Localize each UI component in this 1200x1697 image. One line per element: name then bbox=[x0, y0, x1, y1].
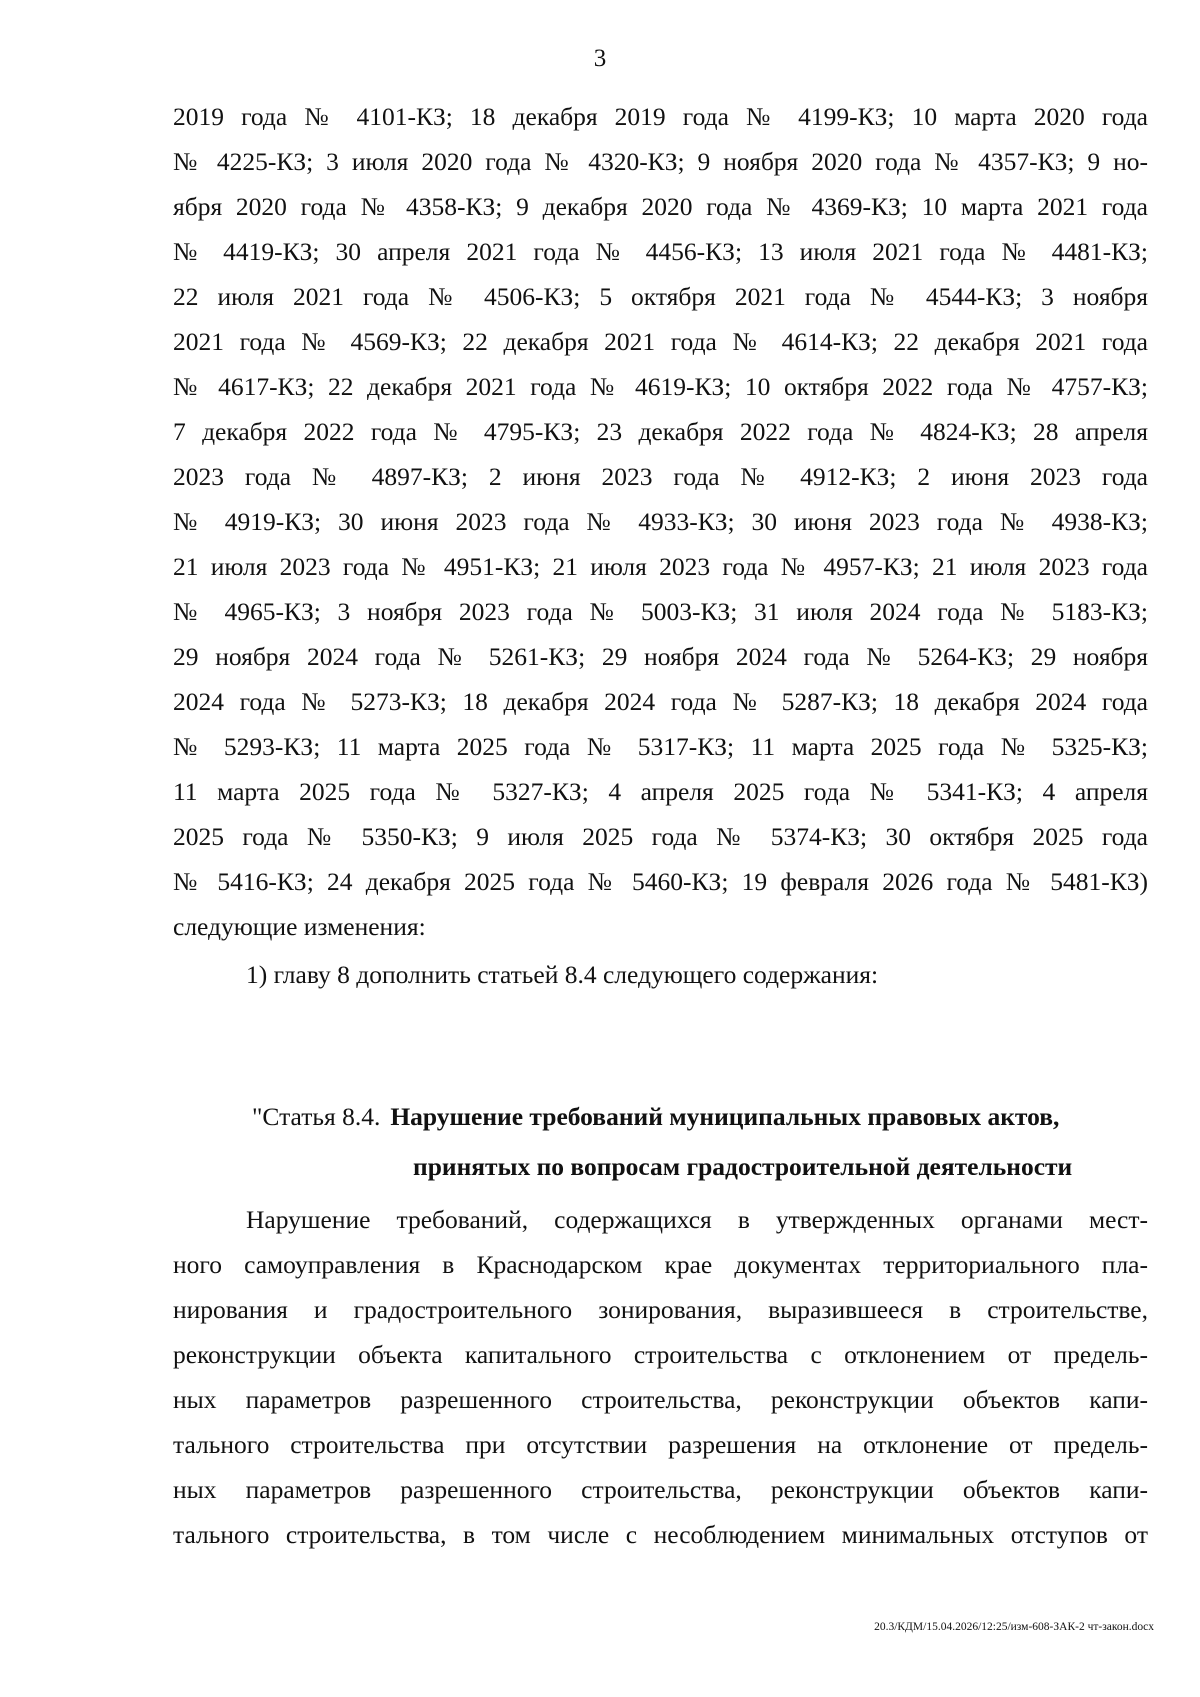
article-body-line: тального строительства, в том числе с несоблюдением минимальных отступов от bbox=[173, 1520, 1148, 1549]
footer-file-path: 20.3/КДМ/15.04.2026/12:25/изм-608-ЗАК-2 чт-закон.docx bbox=[874, 1621, 1154, 1633]
amendments-line: № 5416-КЗ; 24 декабря 2025 года № 5460-КЗ; 19 февраля 2026 года № 5481-КЗ) bbox=[173, 867, 1148, 896]
item-1-text: 1) главу 8 дополнить статьей 8.4 следующего содержания: bbox=[246, 960, 879, 989]
amendments-line: 7 декабря 2022 года № 4795-КЗ; 23 декабря 2022 года № 4824-КЗ; 28 апреля bbox=[173, 417, 1148, 446]
amendments-line: следующие изменения: bbox=[173, 912, 426, 941]
page-number: 3 bbox=[593, 45, 607, 72]
amendments-line: 2024 года № 5273-КЗ; 18 декабря 2024 года № 5287-КЗ; 18 декабря 2024 года bbox=[173, 687, 1148, 716]
amendments-line: 2023 года № 4897-КЗ; 2 июня 2023 года № 4912-КЗ; 2 июня 2023 года bbox=[173, 462, 1148, 491]
article-heading bbox=[252, 1095, 1059, 1139]
article-body-line: Нарушение требований, содержащихся в утвержденных органами мест- bbox=[246, 1205, 1148, 1234]
amendments-line: № 5293-КЗ; 11 марта 2025 года № 5317-КЗ; 11 марта 2025 года № 5325-КЗ; bbox=[173, 732, 1148, 761]
amendments-line: 2019 года № 4101-КЗ; 18 декабря 2019 года № 4199-КЗ; 10 марта 2020 года bbox=[173, 102, 1148, 131]
amendments-line: № 4919-КЗ; 30 июня 2023 года № 4933-КЗ; 30 июня 2023 года № 4938-КЗ; bbox=[173, 507, 1148, 536]
amendments-line: 22 июля 2021 года № 4506-КЗ; 5 октября 2021 года № 4544-КЗ; 3 ноября bbox=[173, 282, 1148, 311]
amendments-line: 2025 года № 5350-КЗ; 9 июля 2025 года № 5374-КЗ; 30 октября 2025 года bbox=[173, 822, 1148, 851]
article-title-line-1: Нарушение требований муниципальных правовых актов, bbox=[390, 1102, 1060, 1131]
amendments-line: 2021 года № 4569-КЗ; 22 декабря 2021 года № 4614-КЗ; 22 декабря 2021 года bbox=[173, 327, 1148, 356]
amendments-line: № 4965-КЗ; 3 ноября 2023 года № 5003-КЗ; 31 июля 2024 года № 5183-КЗ; bbox=[173, 597, 1148, 626]
article-body-line: ного самоуправления в Краснодарском крае документах территориального пла- bbox=[173, 1250, 1148, 1279]
article-number: "Статья 8.4. bbox=[252, 1102, 381, 1131]
amendments-line: № 4419-КЗ; 30 апреля 2021 года № 4456-КЗ; 13 июля 2021 года № 4481-КЗ; bbox=[173, 237, 1148, 266]
article-body-line: тального строительства при отсутствии разрешения на отклонение от предель- bbox=[173, 1430, 1148, 1459]
article-body-line: ных параметров разрешенного строительства, реконструкции объектов капи- bbox=[173, 1475, 1148, 1504]
article-body-line: ных параметров разрешенного строительства, реконструкции объектов капи- bbox=[173, 1385, 1148, 1414]
amendments-line: 11 марта 2025 года № 5327-КЗ; 4 апреля 2025 года № 5341-КЗ; 4 апреля bbox=[173, 777, 1148, 806]
article-body-line: нирования и градостроительного зонирования, выразившееся в строительстве, bbox=[173, 1295, 1148, 1324]
amendments-line: № 4225-КЗ; 3 июля 2020 года № 4320-КЗ; 9 ноября 2020 года № 4357-КЗ; 9 но- bbox=[173, 147, 1148, 176]
amendments-line: 21 июля 2023 года № 4951-КЗ; 21 июля 2023 года № 4957-КЗ; 21 июля 2023 года bbox=[173, 552, 1148, 581]
amendments-line: ября 2020 года № 4358-КЗ; 9 декабря 2020 года № 4369-КЗ; 10 марта 2021 года bbox=[173, 192, 1148, 221]
article-body-line: реконструкции объекта капитального строительства с отклонением от предель- bbox=[173, 1340, 1148, 1369]
amendments-line: 29 ноября 2024 года № 5261-КЗ; 29 ноября 2024 года № 5264-КЗ; 29 ноября bbox=[173, 642, 1148, 671]
article-title-line-2: принятых по вопросам градостроительной деятельности bbox=[413, 1152, 1073, 1181]
amendments-line: № 4617-КЗ; 22 декабря 2021 года № 4619-КЗ; 10 октября 2022 года № 4757-КЗ; bbox=[173, 372, 1148, 401]
